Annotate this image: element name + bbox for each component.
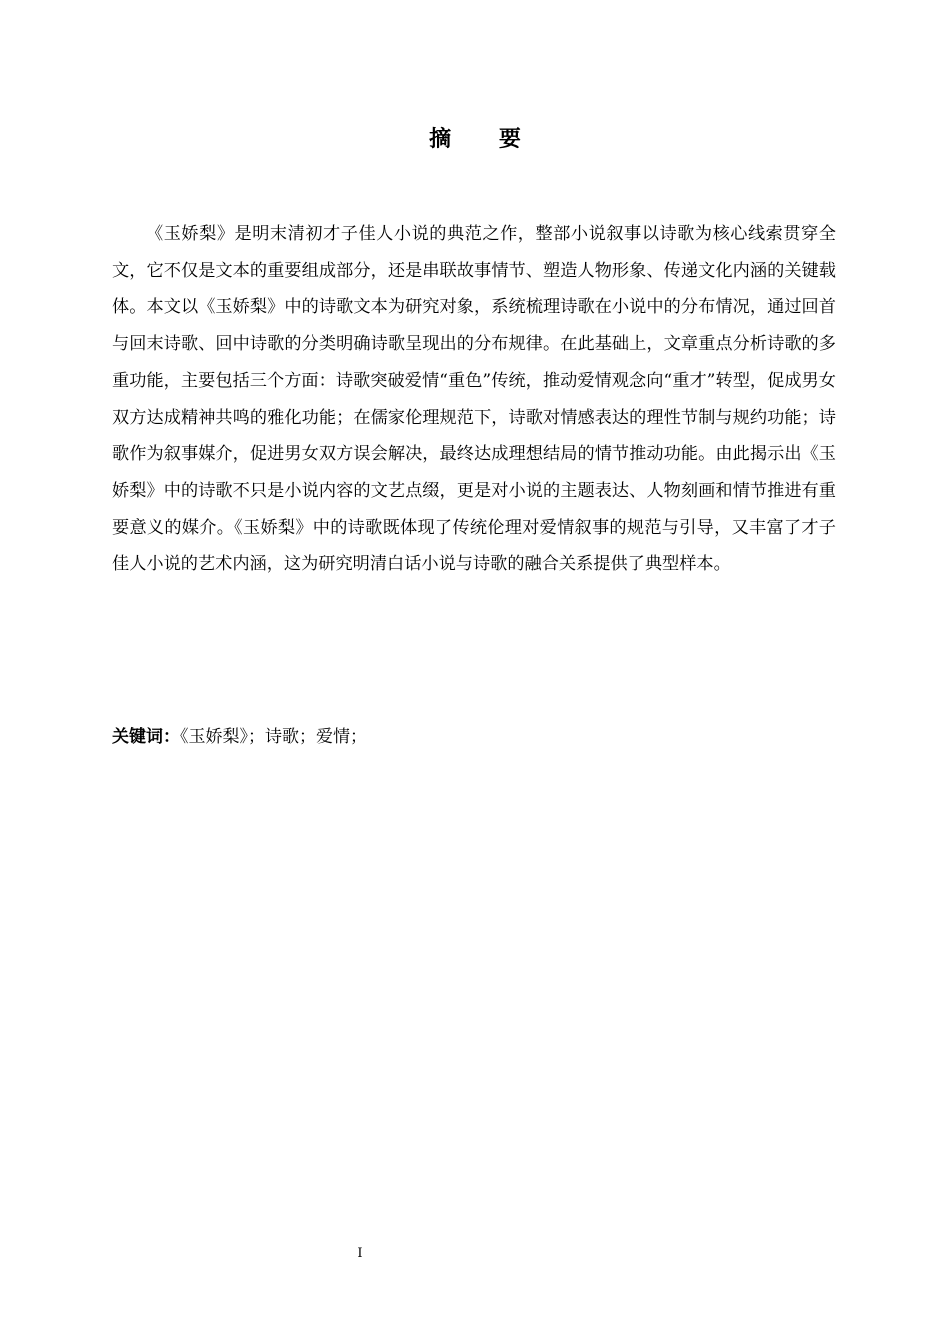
keywords-label: 关键词： [112,727,180,747]
page-number: I [357,1246,363,1261]
keywords-line [112,719,836,755]
abstract-paragraph: 《玉娇梨》是明末清初才子佳人小说的典范之作，整部小说叙事以诗歌为核心线索贯穿全文，它不仅是文本的重要组成部分，还是串联故事情节、塑造人物形象、传递文化内涵的关键载体。本文以《玉娇梨》中的诗歌文本为研究对象，系统梳理诗歌在小说中的分布情况，通过回首与回末诗歌、回中诗歌的分类明确诗歌呈现出的分布规律。在此基础上，文章重点分析诗歌的多重功能，主要包括三个方面：诗歌突破爱情“重色”传统，推动爱情观念向“重才”转型，促成男女双方达成精神共鸣的雅化功能；在儒家伦理规范下，诗歌对情感表达的理性节制与规约功能；诗歌作为叙事媒介，促进男女双方误会解决，最终达成理想结局的情节推动功能。由此揭示出《玉娇梨》中的诗歌不只是小说内容的文艺点缀，更是对小说的主题表达、人物刻画和情节推进有重要意义的媒介。《玉娇梨》中的诗歌既体现了传统伦理对爱情叙事的规范与引导，又丰富了才子佳人小说的艺术内涵，这为研究明清白话小说与诗歌的融合关系提供了典型样本。 [112,224,836,575]
abstract-title: 摘 要 [429,127,541,152]
keywords-value: 《玉娇梨》；诗歌；爱情； [180,727,367,747]
